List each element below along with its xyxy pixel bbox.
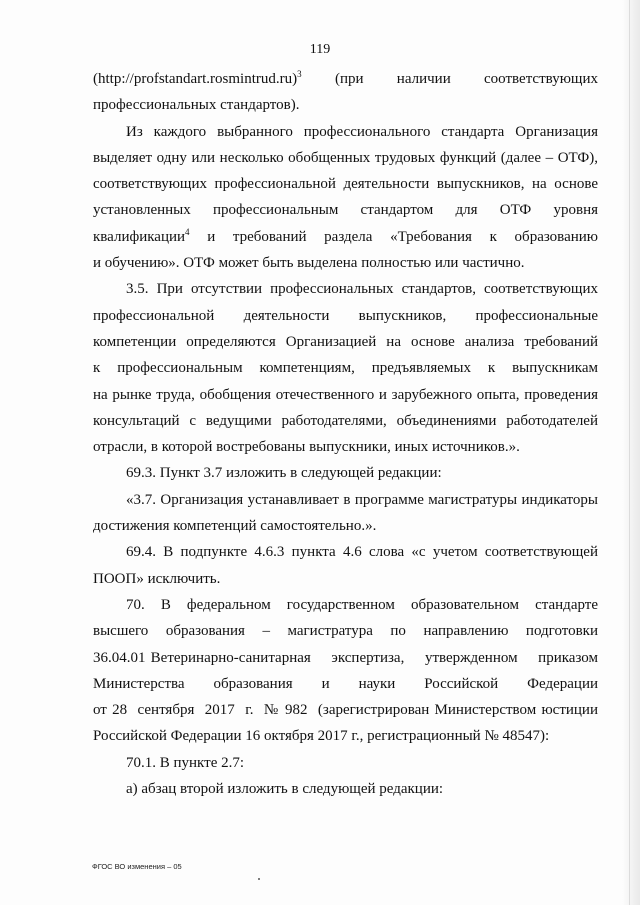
document-body — [93, 66, 598, 802]
text-line: Из каждого выбранного профессионального стандарта Организация — [126, 123, 598, 140]
text-line: высшего образования – магистратура по направлению подготовки — [93, 623, 598, 640]
text-line: 69.3. Пункт 3.7 изложить в следующей редакции: — [126, 465, 442, 482]
text-line: профессиональной деятельности выпускников, профессиональные — [93, 307, 598, 324]
text-line: а) абзац второй изложить в следующей редакции: — [126, 781, 444, 798]
text-line: (http://profstandart.rosmintrud.ru)$^3$ (при наличии соответствующих — [93, 69, 598, 87]
page-edge-line — [629, 0, 630, 905]
text-line: Российской Федерации 16 октября 2017 г., регистрационный № 48547): — [93, 728, 550, 745]
text-line: к профессиональным компетенциям, предъявляемых к выпускникам — [93, 360, 598, 377]
text-line: соответствующих профессиональной деятельности выпускников, на основе — [93, 176, 598, 193]
text-line: профессиональных стандартов). — [93, 97, 300, 114]
text-line: ПООП» исключить. — [93, 570, 221, 587]
text-line: 36.04.01 Ветеринарно-санитарная экспертиза, утвержденном приказом — [93, 649, 598, 666]
text-line: 70.1. В пункте 2.7: — [126, 754, 245, 771]
text-line: консультаций с ведущими работодателями, объединениями работодателей — [93, 412, 598, 429]
text-line: 69.4. В подпункте 4.6.3 пункта 4.6 слова «с учетом соответствующей — [126, 544, 598, 561]
text-line: Министерства образования и науки Российской Федерации — [93, 675, 598, 692]
text-line: на рынке труда, обобщения отечественного и зарубежного опыта, проведения — [93, 386, 598, 403]
text-line: квалификации$^4$ и требований раздела «Требования к образованию — [93, 226, 598, 245]
text-line: выделяет одну или несколько обобщенных трудовых функций (далее – ОТФ), — [93, 149, 598, 166]
text-line: 3.5. При отсутствии профессиональных стандартов, соответствующих — [126, 281, 598, 298]
text-line: и обучению». ОТФ может быть выделена полностью или частично. — [93, 255, 525, 272]
text-line: установленных профессиональным стандартом для ОТФ уровня — [93, 202, 598, 219]
text-line: от 28 сентября 2017 г. № 982 (зарегистрирован Министерством юстиции — [93, 702, 598, 719]
footer-note: ФГОС ВО изменения – 05 — [92, 862, 182, 871]
text-line: компетенции определяются Организацией на основе анализа требований — [93, 333, 598, 350]
page-edge-shadow — [622, 0, 640, 905]
text-line: достижения компетенций самостоятельно.». — [93, 518, 377, 535]
text-line: «3.7. Организация устанавливает в программе магистратуры индикаторы — [126, 491, 598, 508]
page-number: 119 — [309, 42, 331, 57]
text-line: 70. В федеральном государственном образовательном стандарте — [126, 596, 598, 613]
text-line: отрасли, в которой востребованы выпускники, иных источников.». — [93, 439, 520, 456]
scan-speck — [258, 878, 260, 880]
